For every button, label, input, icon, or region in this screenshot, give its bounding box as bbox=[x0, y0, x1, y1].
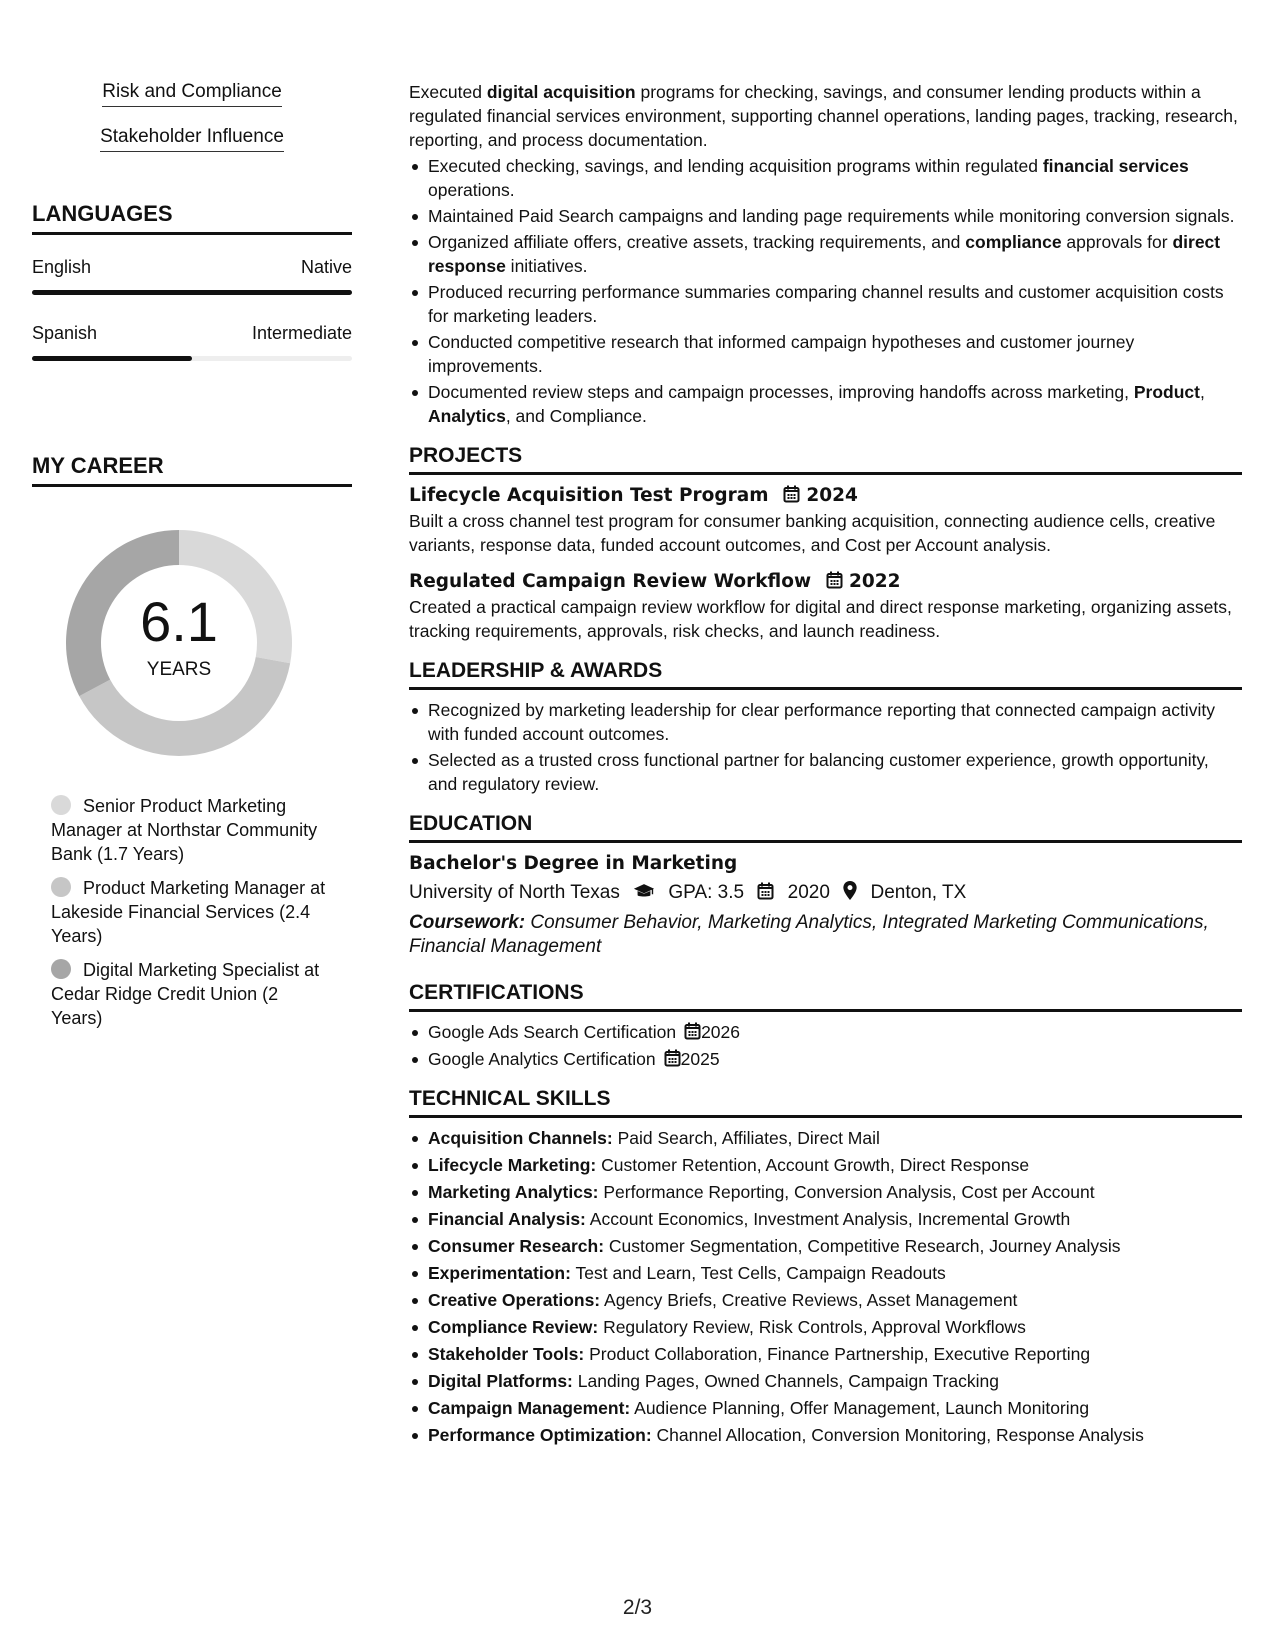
page-number: 2/3 bbox=[622, 1596, 653, 1619]
technical-skills-list bbox=[409, 1126, 1242, 1447]
project-description: Created a practical campaign review workflow for digital and direct response marketing, organizing assets, tracking requirements, approvals, risk checks, and launch readiness. bbox=[409, 597, 1232, 641]
certification-year: 2025 bbox=[680, 1049, 720, 1069]
languages-heading: LANGUAGES bbox=[32, 200, 352, 235]
list-item: Creative Operations: Agency Briefs, Creative Reviews, Asset Management bbox=[409, 1288, 1242, 1312]
career-legend-text: Digital Marketing Specialist at Cedar Ridge Credit Union (2 Years) bbox=[51, 960, 320, 1028]
list-item: Financial Analysis: Account Economics, Investment Analysis, Incremental Growth bbox=[409, 1207, 1242, 1231]
legend-dot bbox=[51, 959, 71, 979]
language-item bbox=[32, 321, 352, 361]
language-name: English bbox=[32, 257, 92, 277]
list-item: Campaign Management: Audience Planning, Offer Management, Launch Monitoring bbox=[409, 1396, 1242, 1420]
career-legend-item bbox=[51, 794, 331, 866]
skill-tag: Risk and Compliance bbox=[102, 80, 282, 107]
list-item: Selected as a trusted cross functional partner for balancing customer experience, growth opportunity, and regulatory review. bbox=[409, 748, 1242, 796]
career-total-unit: YEARS bbox=[146, 659, 212, 680]
graduation-cap-icon bbox=[633, 883, 655, 900]
language-level: Intermediate bbox=[251, 323, 352, 343]
list-item: Performance Optimization: Channel Allocation, Conversion Monitoring, Response Analysis bbox=[409, 1423, 1242, 1447]
list-item: Maintained Paid Search campaigns and landing page requirements while monitoring conversion signals. bbox=[409, 204, 1242, 228]
certification-name: Google Ads Search Certification bbox=[428, 1022, 677, 1042]
projects-section bbox=[409, 442, 1242, 643]
calendar-icon bbox=[664, 1049, 681, 1067]
career-total-years: 6.1 bbox=[140, 590, 218, 653]
list-item: Conducted competitive research that informed campaign hypotheses and customer journey improvements. bbox=[409, 330, 1242, 378]
list-item: Compliance Review: Regulatory Review, Risk Controls, Approval Workflows bbox=[409, 1315, 1242, 1339]
list-item: Marketing Analytics: Performance Reporting, Conversion Analysis, Cost per Account bbox=[409, 1180, 1242, 1204]
career-legend-item bbox=[51, 958, 331, 1030]
experience-bullets bbox=[409, 154, 1242, 428]
project-title: Lifecycle Acquisition Test Program 2024 bbox=[409, 485, 858, 506]
certifications-section bbox=[409, 979, 1242, 1071]
project-description: Built a cross channel test program for consumer banking acquisition, connecting audience cells, creative variants, response data, funded account outcomes, and Cost per Account analysis. bbox=[409, 511, 1216, 555]
career-legend-text: Product Marketing Manager at Lakeside Financial Services (2.4 Years) bbox=[51, 878, 326, 946]
skill-tags bbox=[32, 80, 352, 170]
legend-dot bbox=[51, 795, 71, 815]
experience-section bbox=[409, 80, 1242, 428]
skill-tag: Stakeholder Influence bbox=[100, 125, 284, 152]
career-section bbox=[32, 452, 352, 1028]
coursework: Coursework: Consumer Behavior, Marketing Analytics, Integrated Marketing Communications, Financial Management bbox=[409, 912, 1209, 957]
list-item: Stakeholder Tools: Product Collaboration, Finance Partnership, Executive Reporting bbox=[409, 1342, 1242, 1366]
list-item: Recognized by marketing leadership for clear performance reporting that connected campaign activity with funded account outcomes. bbox=[409, 698, 1242, 746]
list-item: Executed checking, savings, and lending acquisition programs within regulated financial services operations. bbox=[409, 154, 1242, 202]
certification-year: 2026 bbox=[701, 1022, 740, 1042]
certification-name: Google Analytics Certification bbox=[428, 1049, 656, 1069]
legend-dot bbox=[51, 877, 71, 897]
section-heading: PROJECTS bbox=[409, 442, 1242, 475]
language-level: Native bbox=[300, 257, 352, 277]
list-item: Consumer Research: Customer Segmentation, Competitive Research, Journey Analysis bbox=[409, 1234, 1242, 1258]
list-item: Documented review steps and campaign processes, improving handoffs across marketing, Product, Analytics, and Compliance. bbox=[409, 380, 1242, 428]
list-item: Digital Platforms: Landing Pages, Owned Channels, Campaign Tracking bbox=[409, 1369, 1242, 1393]
list-item: Lifecycle Marketing: Customer Retention, Account Growth, Direct Response bbox=[409, 1153, 1242, 1177]
list-item: Experimentation: Test and Learn, Test Cells, Campaign Readouts bbox=[409, 1261, 1242, 1285]
main-content bbox=[409, 80, 1242, 1450]
project-year: 2022 bbox=[848, 571, 901, 592]
language-item bbox=[32, 255, 352, 295]
language-name: Spanish bbox=[32, 323, 98, 343]
calendar-icon bbox=[684, 1022, 701, 1040]
calendar-icon bbox=[826, 571, 843, 589]
calendar-icon bbox=[783, 485, 800, 503]
gpa: GPA: 3.5 bbox=[668, 882, 745, 903]
list-item: Acquisition Channels: Paid Search, Affiliates, Direct Mail bbox=[409, 1126, 1242, 1150]
calendar-icon bbox=[757, 882, 774, 900]
language-proficiency-bar bbox=[32, 290, 352, 295]
certification-list bbox=[409, 1020, 1242, 1071]
technical-skills-section bbox=[409, 1085, 1242, 1447]
graduation-year: 2020 bbox=[787, 882, 830, 903]
career-legend bbox=[51, 794, 331, 1040]
list-item: Organized affiliate offers, creative assets, tracking requirements, and compliance approvals for direct response initiatives. bbox=[409, 230, 1242, 278]
experience-summary: Executed digital acquisition programs for checking, savings, and consumer lending products within a regulated financial services environment, supporting channel operations, landing pages, tracking, research, reporting, and process documentation. bbox=[409, 82, 1238, 150]
project-title: Regulated Campaign Review Workflow 2022 bbox=[409, 571, 901, 592]
project-year: 2024 bbox=[806, 485, 858, 506]
career-legend-item bbox=[51, 876, 331, 948]
career-donut-chart bbox=[66, 530, 292, 756]
section-heading: LEADERSHIP & AWARDS bbox=[409, 657, 1242, 690]
education-section bbox=[409, 810, 1242, 959]
career-heading: MY CAREER bbox=[32, 452, 352, 487]
career-legend-text: Senior Product Marketing Manager at Northstar Community Bank (1.7 Years) bbox=[51, 796, 318, 864]
education-meta bbox=[409, 879, 1242, 907]
leadership-section bbox=[409, 657, 1242, 796]
sidebar bbox=[32, 80, 352, 1028]
section-heading: TECHNICAL SKILLS bbox=[409, 1085, 1242, 1118]
list-item: Produced recurring performance summaries comparing channel results and customer acquisition costs for marketing leaders. bbox=[409, 280, 1242, 328]
languages-section bbox=[32, 200, 352, 361]
list-item bbox=[409, 1020, 1242, 1044]
section-heading: EDUCATION bbox=[409, 810, 1242, 843]
school-name: University of North Texas bbox=[409, 882, 620, 903]
degree-title: Bachelor's Degree in Marketing bbox=[409, 853, 738, 874]
list-item bbox=[409, 1047, 1242, 1071]
leadership-bullets bbox=[409, 698, 1242, 796]
map-pin-icon bbox=[843, 881, 857, 900]
section-heading: CERTIFICATIONS bbox=[409, 979, 1242, 1012]
language-proficiency-bar bbox=[32, 356, 352, 361]
location: Denton, TX bbox=[870, 882, 967, 903]
